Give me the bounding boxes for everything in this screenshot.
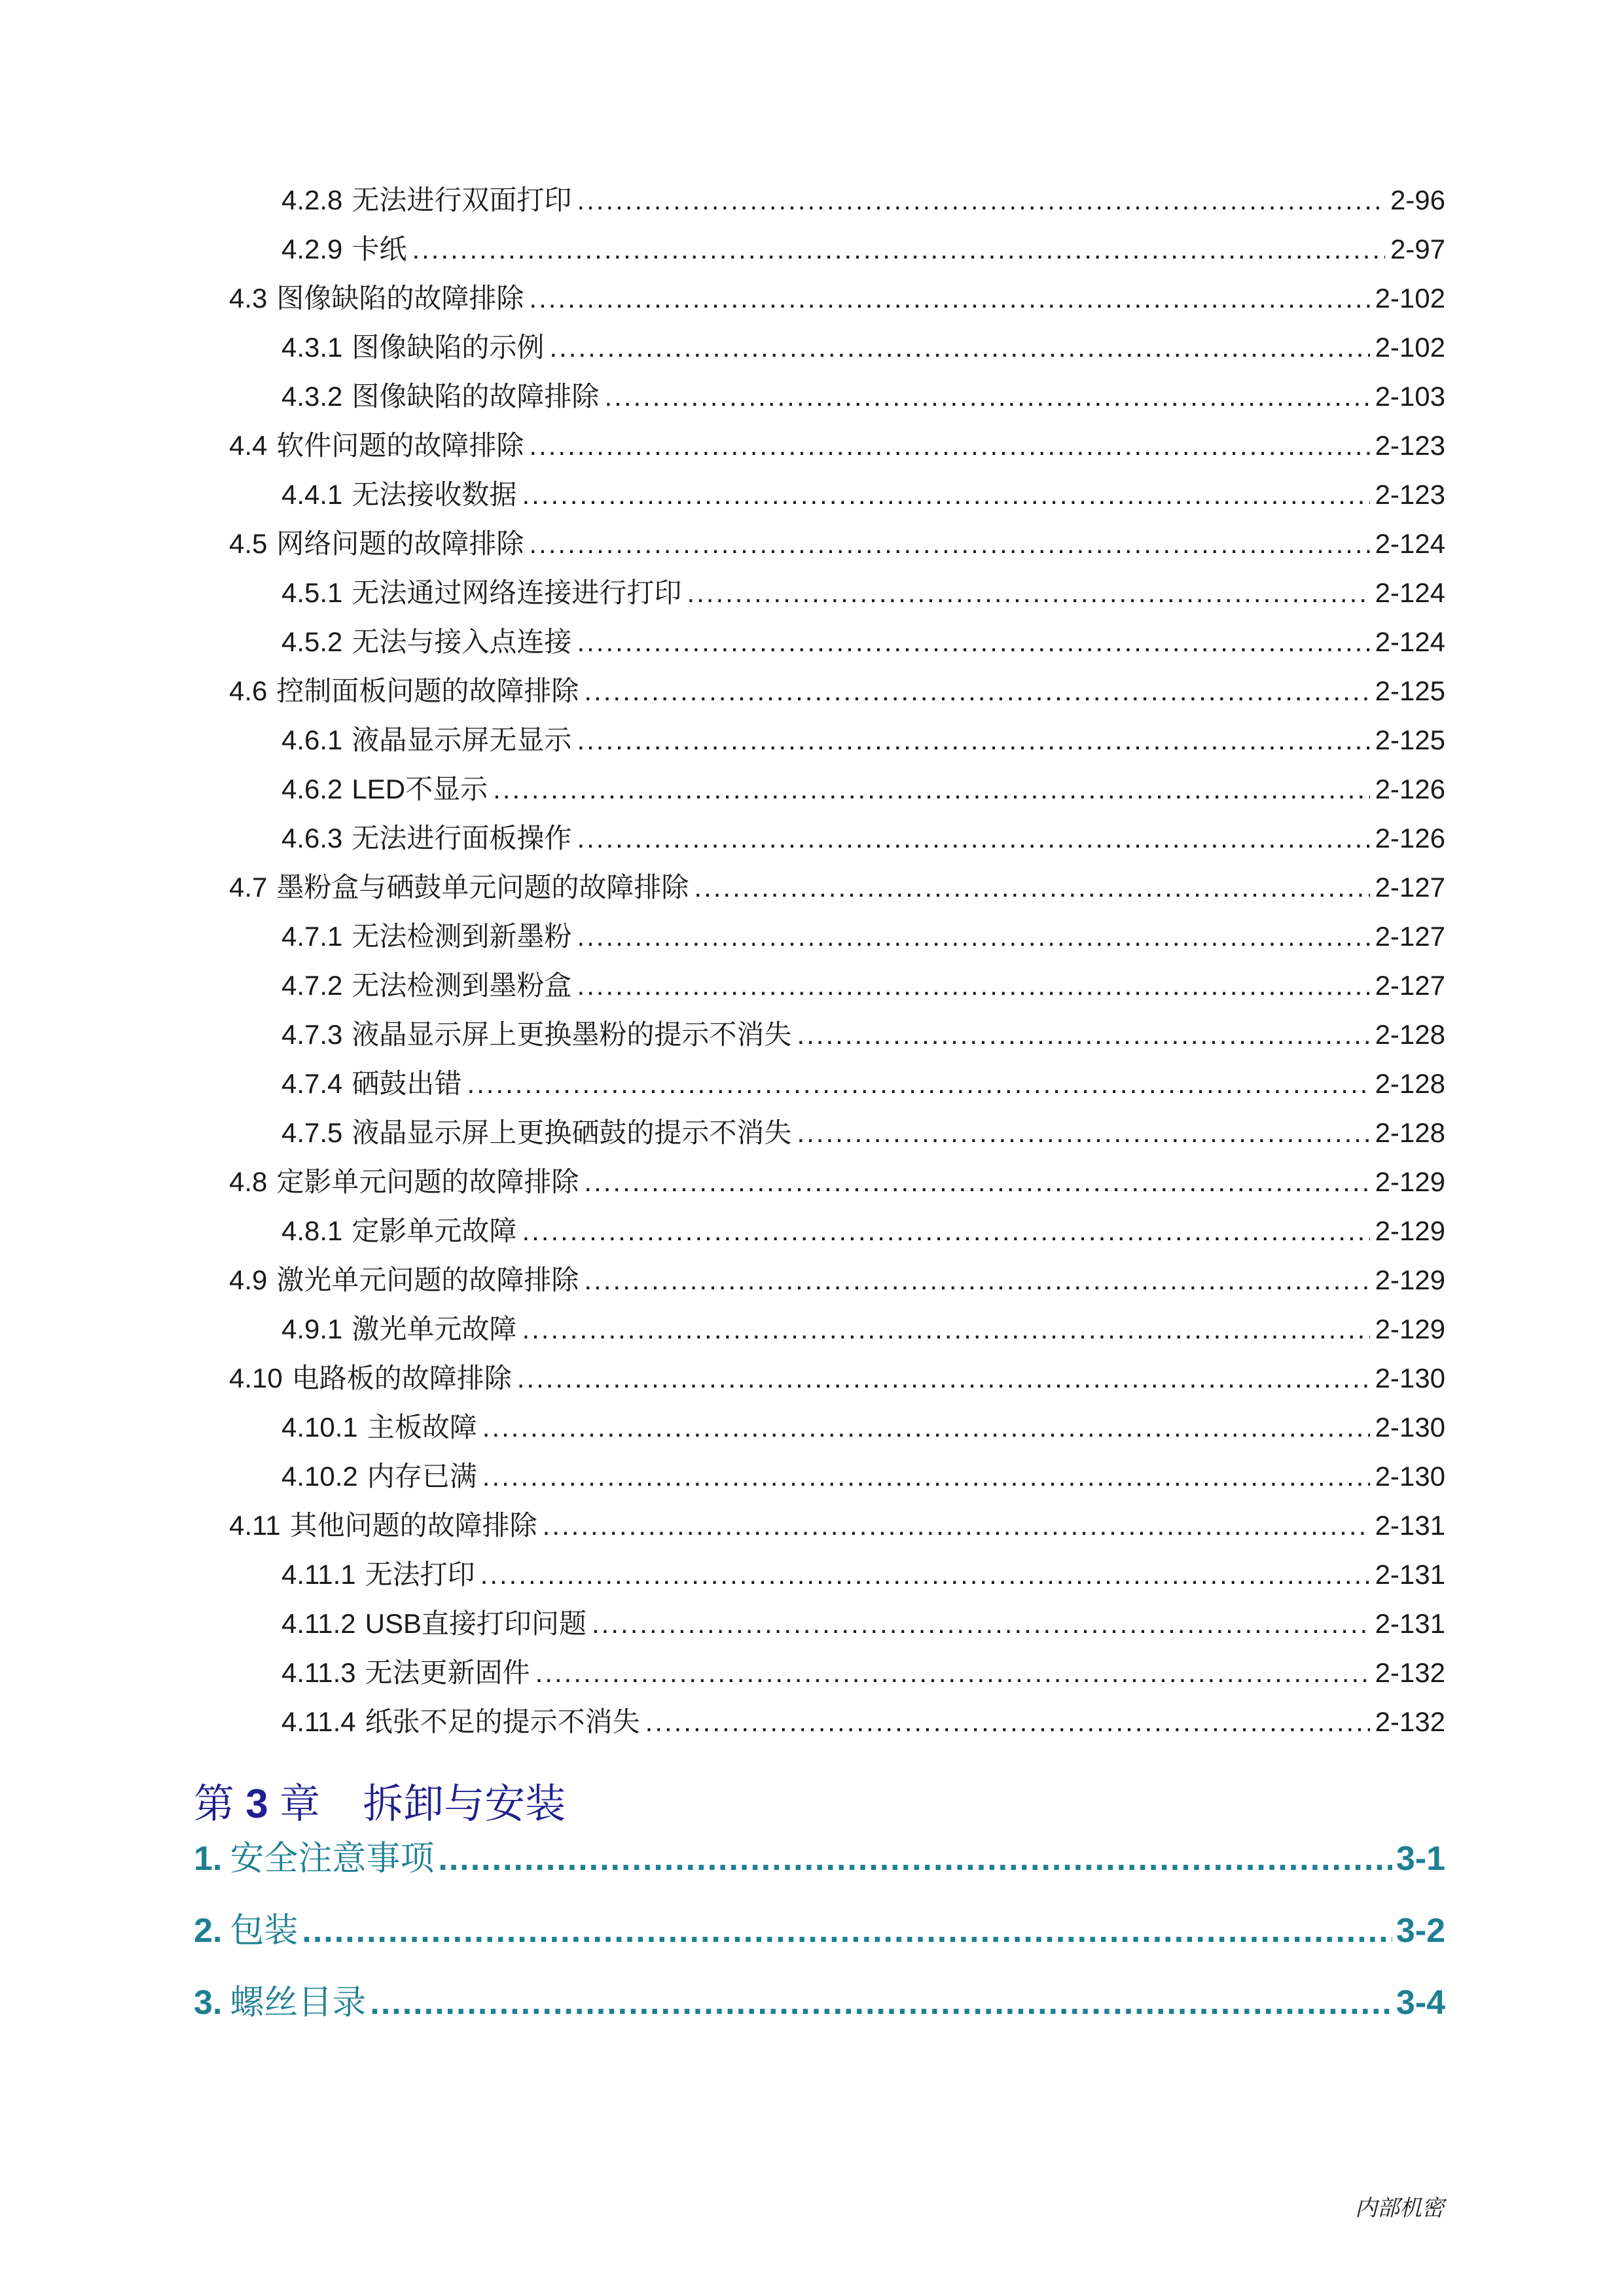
- toc-entry-title: 图像缺陷的故障排除: [276, 283, 524, 314]
- toc-entry-title: 网络问题的故障排除: [276, 528, 524, 559]
- section-page-ref: 3-2: [1396, 1912, 1445, 1950]
- toc-entry-page-ref: 2-124: [1375, 577, 1445, 608]
- leader-dots: [302, 1905, 1392, 1957]
- toc-entry[interactable]: [281, 1113, 1445, 1153]
- toc-entry-number: 4.6.1: [281, 725, 343, 755]
- toc-entry-number: 4.6: [229, 675, 268, 706]
- toc-entry[interactable]: [281, 328, 1445, 367]
- toc-entry-title: 定影单元问题的故障排除: [276, 1166, 579, 1197]
- toc-entry-number: 4.11: [229, 1510, 281, 1541]
- leader-dots: [797, 1113, 1369, 1153]
- toc-entry-title: 其他问题的故障排除: [289, 1510, 537, 1541]
- section-title: 包装: [230, 1912, 298, 1950]
- toc-entry-number: 4.8.1: [281, 1215, 343, 1246]
- toc-entry-number: 4.7: [229, 872, 268, 903]
- toc-entry-number: 4.3.2: [281, 381, 343, 412]
- toc-entry-number: 4.11.4: [281, 1706, 356, 1737]
- toc-entry-title: 液晶显示屏无显示: [352, 725, 572, 755]
- leader-dots: [529, 279, 1369, 318]
- toc-entry-page-ref: 2-124: [1375, 626, 1445, 657]
- toc-entry-page-ref: 2-127: [1375, 872, 1445, 903]
- leader-dots: [577, 721, 1369, 760]
- toc-entry-number: 4.5.1: [281, 577, 343, 608]
- leader-dots: [529, 426, 1369, 465]
- chapter-prefix: 第: [194, 1782, 235, 1827]
- toc-entry-number: 4.4: [229, 430, 268, 461]
- section-number: 1.: [194, 1840, 223, 1878]
- toc-entry[interactable]: [281, 1555, 1445, 1594]
- toc-entry-title: 图像缺陷的故障排除: [352, 381, 600, 412]
- toc-entry-number: 4.5.2: [281, 626, 343, 657]
- toc-entry-number: 4.2.9: [281, 234, 343, 264]
- toc-entry[interactable]: [229, 1261, 1445, 1300]
- toc-entry-title: 软件问题的故障排除: [276, 430, 524, 461]
- toc-entry-title: 主板故障: [367, 1412, 477, 1443]
- leader-dots: [687, 573, 1369, 613]
- leader-dots: [584, 1261, 1369, 1300]
- toc-entry-number: 4.7.3: [281, 1019, 343, 1050]
- confidential-footer: 内部机密: [1355, 2197, 1444, 2221]
- leader-dots: [535, 1653, 1370, 1693]
- toc-entry[interactable]: [229, 1359, 1445, 1398]
- toc-entry-title: 控制面板问题的故障排除: [276, 675, 579, 706]
- chapter-section-link[interactable]: [194, 1905, 1445, 1957]
- toc-entry-number: 4.4.1: [281, 479, 343, 510]
- leader-dots: [592, 1604, 1370, 1643]
- toc-entry-page-ref: 2-131: [1375, 1608, 1445, 1639]
- toc-entry-title: 电路板的故障排除: [291, 1363, 512, 1393]
- toc-entry-number: 4.2.8: [281, 185, 343, 215]
- toc-entry[interactable]: [281, 475, 1445, 514]
- toc-entry-page-ref: 2-126: [1375, 774, 1445, 804]
- toc-entry-title: 无法检测到新墨粉: [352, 921, 572, 952]
- toc-entry-number: 4.9.1: [281, 1314, 343, 1344]
- leader-dots: [529, 524, 1369, 564]
- leader-dots: [522, 1310, 1369, 1349]
- toc-entry-page-ref: 2-102: [1375, 332, 1445, 363]
- toc-entry-title: 无法接收数据: [352, 479, 517, 510]
- leader-dots: [549, 328, 1369, 367]
- leader-dots: [584, 672, 1369, 711]
- toc-entry-title: 无法进行面板操作: [352, 823, 572, 853]
- toc-entry-title: USB直接打印问题: [365, 1608, 587, 1639]
- toc-entry-page-ref: 2-127: [1375, 921, 1445, 952]
- toc-entry-number: 4.11.3: [281, 1657, 356, 1688]
- toc-entry-page-ref: 2-124: [1375, 528, 1445, 559]
- toc-entry[interactable]: [281, 966, 1445, 1005]
- toc-entry-number: 4.9: [229, 1265, 268, 1295]
- toc-entry[interactable]: [281, 573, 1445, 613]
- toc-entry-page-ref: 2-128: [1375, 1068, 1445, 1099]
- leader-dots: [370, 1977, 1392, 2029]
- toc-entry-page-ref: 2-130: [1375, 1363, 1445, 1393]
- toc-entry-title: 无法检测到墨粉盒: [352, 970, 572, 1001]
- leader-dots: [412, 230, 1385, 269]
- toc-entry[interactable]: [281, 230, 1445, 269]
- toc-entry-title: 墨粉盒与硒鼓单元问题的故障排除: [276, 872, 689, 903]
- toc-entry-number: 4.11.2: [281, 1608, 356, 1639]
- toc-entry[interactable]: [281, 1408, 1445, 1447]
- toc-entry-number: 4.5: [229, 528, 268, 559]
- toc-entry-title: 无法进行双面打印: [352, 185, 572, 215]
- leader-dots: [482, 1408, 1370, 1447]
- toc-entry-page-ref: 2-128: [1375, 1019, 1445, 1050]
- toc-entry[interactable]: [281, 1310, 1445, 1349]
- leader-dots: [438, 1833, 1392, 1885]
- toc-entry-page-ref: 2-129: [1375, 1314, 1445, 1344]
- toc-entry[interactable]: [281, 917, 1445, 956]
- toc-entry-number: 4.7.4: [281, 1068, 343, 1099]
- leader-dots: [577, 181, 1385, 220]
- toc-entry[interactable]: [229, 868, 1445, 907]
- leader-dots: [522, 1211, 1369, 1251]
- leader-dots: [797, 1015, 1369, 1054]
- toc-entry-number: 4.10.2: [281, 1461, 358, 1492]
- toc-entry[interactable]: [281, 819, 1445, 858]
- toc-entry-page-ref: 2-130: [1375, 1412, 1445, 1443]
- section-title: 螺丝目录: [230, 1984, 367, 2022]
- toc-entry-number: 4.7.2: [281, 970, 343, 1001]
- toc-entry-title: 液晶显示屏上更换墨粉的提示不消失: [352, 1019, 792, 1050]
- toc-entry[interactable]: [229, 279, 1445, 318]
- chapter-title-text: 拆卸与安装: [363, 1782, 566, 1827]
- toc-entry-number: 4.10: [229, 1363, 283, 1393]
- toc-entry[interactable]: [229, 672, 1445, 711]
- toc-entry-title: 硒鼓出错: [352, 1068, 462, 1099]
- toc-entry-title: 卡纸: [352, 234, 407, 264]
- toc-entry-page-ref: 2-132: [1375, 1657, 1445, 1688]
- leader-dots: [694, 868, 1369, 907]
- toc-entry-number: 4.7.5: [281, 1117, 343, 1148]
- toc-entry-title: LED不显示: [352, 774, 488, 804]
- leader-dots: [577, 917, 1369, 956]
- toc-entry-page-ref: 2-129: [1375, 1166, 1445, 1197]
- toc-entry-number: 4.10.1: [281, 1412, 358, 1443]
- toc-entry-page-ref: 2-125: [1375, 675, 1445, 706]
- toc-entry-number: 4.6.2: [281, 774, 343, 804]
- toc-entry[interactable]: [229, 426, 1445, 465]
- toc-entry-title: 激光单元故障: [352, 1314, 517, 1344]
- toc-entry-number: 4.3.1: [281, 332, 343, 363]
- toc-entry[interactable]: [229, 524, 1445, 564]
- leader-dots: [493, 770, 1369, 809]
- toc-entry-title: 内存已满: [367, 1461, 477, 1492]
- leader-dots: [480, 1555, 1370, 1594]
- toc-entry-page-ref: 2-132: [1375, 1706, 1445, 1737]
- toc-entry-number: 4.6.3: [281, 823, 343, 853]
- toc-entry-title: 图像缺陷的示例: [352, 332, 545, 363]
- leader-dots: [467, 1064, 1369, 1103]
- toc-entry[interactable]: [229, 1162, 1445, 1202]
- leader-dots: [584, 1162, 1369, 1202]
- toc-entry-page-ref: 2-125: [1375, 725, 1445, 755]
- toc-entry[interactable]: [281, 1702, 1445, 1742]
- toc-entry-page-ref: 2-96: [1390, 185, 1445, 215]
- toc-entry-page-ref: 2-131: [1375, 1559, 1445, 1590]
- toc-entry-number: 4.3: [229, 283, 268, 314]
- toc-entry-page-ref: 2-129: [1375, 1215, 1445, 1246]
- toc-entry[interactable]: [229, 1506, 1445, 1545]
- toc-entry-page-ref: 2-130: [1375, 1461, 1445, 1492]
- section-number: 3.: [194, 1984, 223, 2022]
- toc-entry-page-ref: 2-123: [1375, 479, 1445, 510]
- toc-entry-page-ref: 2-103: [1375, 381, 1445, 412]
- toc-entry[interactable]: [281, 721, 1445, 760]
- leader-dots: [522, 475, 1369, 514]
- toc-entry-page-ref: 2-97: [1390, 234, 1445, 264]
- toc-entry-page-ref: 2-102: [1375, 283, 1445, 314]
- leader-dots: [517, 1359, 1370, 1398]
- leader-dots: [604, 377, 1369, 416]
- chapter-heading[interactable]: [194, 1775, 566, 1834]
- toc-entry-title: 激光单元问题的故障排除: [276, 1265, 579, 1295]
- toc-entry[interactable]: [281, 1015, 1445, 1054]
- toc-entry-number: 4.11.1: [281, 1559, 356, 1590]
- toc-entry[interactable]: [281, 1064, 1445, 1103]
- toc-entry-number: 4.8: [229, 1166, 268, 1197]
- toc-entry[interactable]: [281, 1211, 1445, 1251]
- leader-dots: [577, 966, 1369, 1005]
- toc-entry[interactable]: [281, 770, 1445, 809]
- toc-entry-page-ref: 2-128: [1375, 1117, 1445, 1148]
- toc-entry-title: 无法通过网络连接进行打印: [352, 577, 682, 608]
- toc-entry-page-ref: 2-127: [1375, 970, 1445, 1001]
- chapter-section-link[interactable]: [194, 1833, 1445, 1885]
- chapter-suffix: 章: [279, 1782, 320, 1827]
- toc-entry-title: 液晶显示屏上更换硒鼓的提示不消失: [352, 1117, 792, 1148]
- toc-entry-number: 4.7.1: [281, 921, 343, 952]
- toc-entry-page-ref: 2-129: [1375, 1265, 1445, 1295]
- toc-entry-page-ref: 2-126: [1375, 823, 1445, 853]
- leader-dots: [577, 819, 1369, 858]
- leader-dots: [577, 622, 1369, 662]
- toc-entry[interactable]: [281, 181, 1445, 220]
- toc-entry-title: 无法更新固件: [365, 1657, 530, 1688]
- section-title: 安全注意事项: [230, 1840, 435, 1878]
- toc-entry-page-ref: 2-131: [1375, 1510, 1445, 1541]
- toc-entry[interactable]: [281, 377, 1445, 416]
- toc-entry-title: 纸张不足的提示不消失: [365, 1706, 640, 1737]
- section-page-ref: 3-1: [1396, 1840, 1445, 1878]
- toc-entry-page-ref: 2-123: [1375, 430, 1445, 461]
- toc-entry-title: 无法与接入点连接: [352, 626, 572, 657]
- toc-entry[interactable]: [281, 1604, 1445, 1643]
- toc-entry[interactable]: [281, 622, 1445, 662]
- section-number: 2.: [194, 1912, 223, 1950]
- section-page-ref: 3-4: [1396, 1984, 1445, 2022]
- leader-dots: [543, 1506, 1370, 1545]
- leader-dots: [645, 1702, 1370, 1742]
- toc-entry-title: 无法打印: [365, 1559, 475, 1590]
- leader-dots: [482, 1457, 1370, 1496]
- toc-entry-title: 定影单元故障: [352, 1215, 517, 1246]
- toc-entry[interactable]: [281, 1457, 1445, 1496]
- chapter-number: 3: [245, 1782, 268, 1827]
- chapter-section-link[interactable]: [194, 1977, 1445, 2029]
- toc-entry[interactable]: [281, 1653, 1445, 1693]
